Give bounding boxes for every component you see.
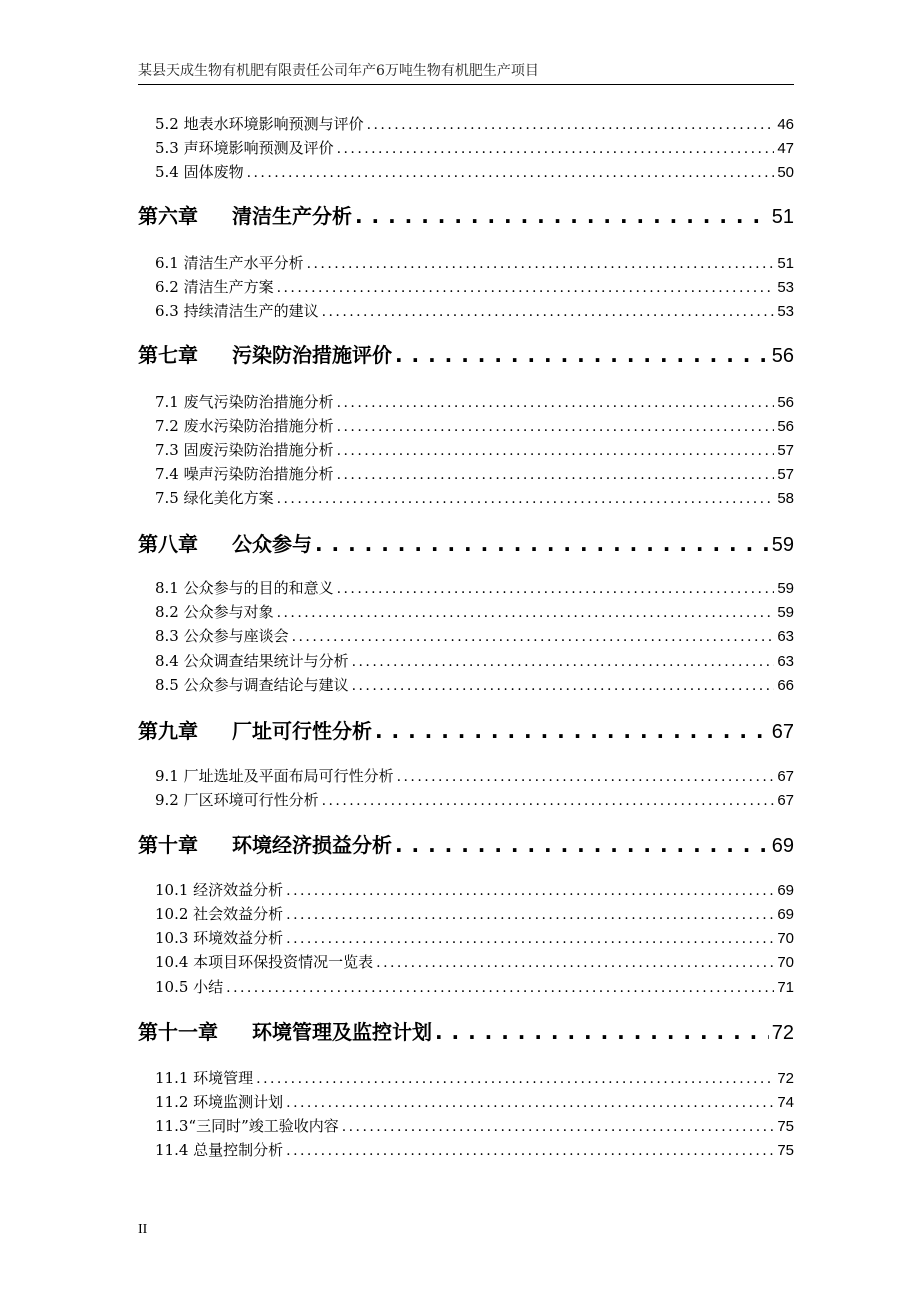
toc-chapter-entry[interactable] [138,1017,794,1047]
dot-leader [315,529,769,559]
dot-leader [256,1068,774,1090]
dot-leader [277,488,775,510]
toc-section-entry[interactable] [138,300,794,322]
toc-section-entry[interactable] [138,765,794,787]
toc-page-number: 67 [777,792,794,809]
toc-entry-label: 7.5 绿化美化方案 [155,489,274,507]
toc-page-number: 67 [771,721,794,743]
toc-entry-label: 8.3 公众参与座谈会 [155,627,289,645]
toc-section-entry[interactable] [138,951,794,973]
toc-page-number: 51 [771,206,794,228]
dot-leader [337,440,775,462]
toc-entry-label: 11.1 环境管理 [155,1069,254,1087]
toc-section-entry[interactable] [138,276,794,298]
toc-page-number: 57 [777,442,794,459]
chapter-title: 清洁生产分析 [232,204,352,228]
toc-section-entry[interactable] [138,1115,794,1137]
toc-entry-label: 11.4 总量控制分析 [155,1141,284,1159]
dot-leader [352,675,775,697]
chapter-number: 第九章 [138,719,198,743]
toc-section-entry[interactable] [138,252,794,274]
toc-page-number: 69 [777,882,794,899]
chapter-number: 第十一章 [138,1020,218,1044]
toc-entry-label [138,830,392,860]
toc-entry-label: 9.2 厂区环境可行性分析 [155,791,319,809]
toc-entry-label: 8.2 公众参与对象 [155,603,274,621]
toc-page-number: 57 [777,466,794,483]
toc-entry-label: 5.3 声环境影响预测及评价 [155,139,334,157]
toc-page-number: 66 [777,677,794,694]
chapter-number: 第七章 [138,343,198,367]
toc-page-number: 72 [771,1022,794,1044]
toc-section-entry[interactable] [138,161,794,183]
toc-entry-label: 8.5 公众参与调查结论与建议 [155,676,349,694]
toc-section-entry[interactable] [138,625,794,647]
toc-section-entry[interactable] [138,113,794,135]
dot-leader [337,138,775,160]
toc-page-number: 46 [777,116,794,133]
dot-leader [375,716,769,746]
toc-section-entry[interactable] [138,487,794,509]
toc-page-number: 56 [777,418,794,435]
toc-page-number: 74 [777,1094,794,1111]
chapter-title: 环境经济损益分析 [232,833,392,857]
toc-page-number: 59 [777,604,794,621]
page-number: II [138,1222,148,1237]
toc-page-number: 63 [777,628,794,645]
toc-entry-label [138,1017,432,1047]
toc-entry-label [138,716,372,746]
dot-leader [286,880,774,902]
toc-page-number: 75 [777,1142,794,1159]
dot-leader [395,830,769,860]
toc-chapter-entry[interactable] [138,340,794,370]
dot-leader [337,578,775,600]
toc-page-number: 69 [777,906,794,923]
dot-leader [322,301,775,323]
toc-page-number: 71 [777,979,794,996]
dot-leader [337,416,775,438]
chapter-title: 污染防治措施评价 [232,343,392,367]
toc-section-entry[interactable] [138,879,794,901]
toc-section-entry[interactable] [138,903,794,925]
chapter-number: 第六章 [138,204,198,228]
chapter-title: 厂址可行性分析 [232,719,372,743]
dot-leader [397,766,775,788]
toc-page-number: 67 [777,768,794,785]
toc-section-entry[interactable] [138,976,794,998]
toc-section-entry[interactable] [138,650,794,672]
dot-leader [355,201,769,231]
toc-section-entry[interactable] [138,137,794,159]
chapter-number: 第十章 [138,833,198,857]
toc-page-number: 47 [777,140,794,157]
toc-page-number: 59 [771,534,794,556]
toc-page-number: 50 [777,164,794,181]
dot-leader [337,464,775,486]
toc-entry-label: 5.2 地表水环境影响预测与评价 [155,115,364,133]
toc-entry-label: 6.1 清洁生产水平分析 [155,254,304,272]
dot-leader [277,602,775,624]
dot-leader [342,1116,775,1138]
toc-entry-label: 10.5 小结 [155,978,224,996]
toc-entry-label [138,201,352,231]
toc-entry-label [138,529,312,559]
toc-section-entry[interactable] [138,1091,794,1113]
toc-entry-label: 7.1 废气污染防治措施分析 [155,393,334,411]
toc-entry-label: 7.2 废水污染防治措施分析 [155,417,334,435]
toc-entry-label: 11.3“三同时”竣工验收内容 [155,1117,339,1135]
toc-entry-label: 5.4 固体废物 [155,163,244,181]
dot-leader [376,952,774,974]
chapter-number: 第八章 [138,532,198,556]
dot-leader [435,1017,769,1047]
toc-entry-label: 11.2 环境监测计划 [155,1093,284,1111]
dot-leader [322,790,775,812]
toc-page-number: 56 [777,394,794,411]
dot-leader [367,114,775,136]
toc-entry-label: 6.2 清洁生产方案 [155,278,274,296]
toc-entry-label: 7.3 固废污染防治措施分析 [155,441,334,459]
toc-page-number: 53 [777,303,794,320]
toc-entry-label: 10.2 社会效益分析 [155,905,284,923]
toc-section-entry[interactable] [138,1139,794,1161]
toc-section-entry[interactable] [138,789,794,811]
chapter-title: 公众参与 [232,532,312,556]
dot-leader [277,277,775,299]
dot-leader [286,1140,774,1162]
toc-entry-label: 10.3 环境效益分析 [155,929,284,947]
toc-page-number: 75 [777,1118,794,1135]
dot-leader [286,904,774,926]
toc-chapter-entry[interactable] [138,716,794,746]
toc-entry-label: 10.1 经济效益分析 [155,881,284,899]
dot-leader [247,162,775,184]
toc-section-entry[interactable] [138,391,794,413]
toc-page-number: 51 [777,255,794,272]
toc-page-number: 59 [777,580,794,597]
running-header: 某县天成生物有机肥有限责任公司年产6万吨生物有机肥生产项目 [138,63,539,79]
toc-section-entry[interactable] [138,927,794,949]
toc-entry-label: 7.4 噪声污染防治措施分析 [155,465,334,483]
toc-section-entry[interactable] [138,601,794,623]
toc-section-entry[interactable] [138,674,794,696]
toc-section-entry[interactable] [138,415,794,437]
toc-page-number: 70 [777,954,794,971]
toc-section-entry[interactable] [138,1067,794,1089]
toc-section-entry[interactable] [138,439,794,461]
dot-leader [337,392,775,414]
toc-chapter-entry[interactable] [138,529,794,559]
toc-entry-label: 8.1 公众参与的目的和意义 [155,579,334,597]
dot-leader [286,928,774,950]
toc-entry-label: 6.3 持续清洁生产的建议 [155,302,319,320]
toc-page-number: 72 [777,1070,794,1087]
dot-leader [395,340,769,370]
toc-entry-label: 9.1 厂址选址及平面布局可行性分析 [155,767,394,785]
dot-leader [352,651,775,673]
toc-page-number: 70 [777,930,794,947]
dot-leader [226,977,774,999]
toc-page-number: 63 [777,653,794,670]
toc-chapter-entry[interactable] [138,201,794,231]
toc-entry-label: 10.4 本项目环保投资情况一览表 [155,953,374,971]
toc-page-number: 56 [771,345,794,367]
toc-entry-label [138,340,392,370]
toc-chapter-entry[interactable] [138,830,794,860]
dot-leader [307,253,775,275]
toc-page-number: 58 [777,490,794,507]
toc-section-entry[interactable] [138,463,794,485]
chapter-title: 环境管理及监控计划 [252,1020,432,1044]
toc-page-number: 53 [777,279,794,296]
dot-leader [286,1092,774,1114]
toc-entry-label: 8.4 公众调查结果统计与分析 [155,652,349,670]
toc-section-entry[interactable] [138,577,794,599]
toc-page-number: 69 [771,835,794,857]
dot-leader [292,626,775,648]
